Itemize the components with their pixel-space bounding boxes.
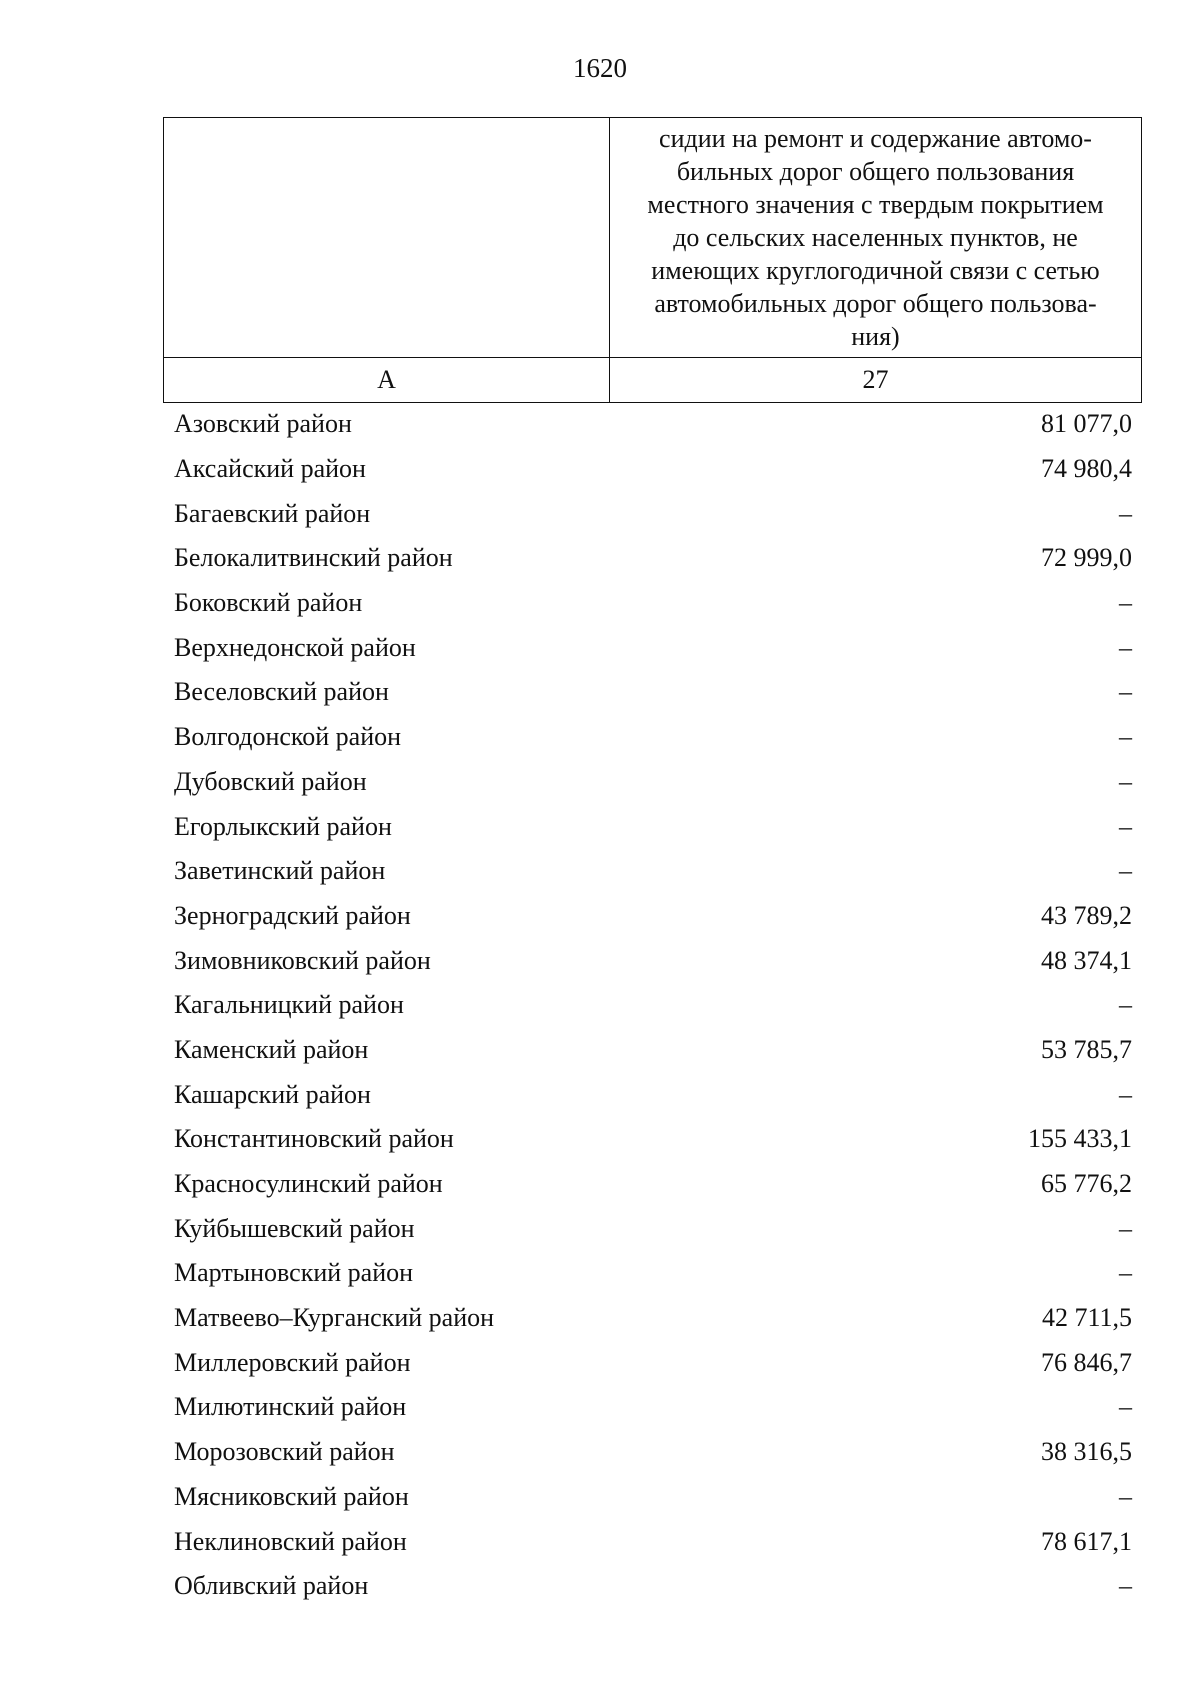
district-name: Милютинский район — [174, 1392, 407, 1422]
district-name: Матвеево–Курганский район — [174, 1303, 495, 1333]
district-name: Куйбышевский район — [174, 1213, 415, 1243]
district-value: – — [1119, 1392, 1132, 1422]
district-value: – — [1119, 1571, 1132, 1601]
district-value: – — [1119, 632, 1132, 662]
page-number: 1620 — [573, 53, 627, 83]
district-name: Заветинский район — [174, 856, 386, 886]
district-value: – — [1119, 811, 1132, 841]
table-row — [174, 1072, 1132, 1117]
district-value: 43 789,2 — [1041, 900, 1132, 930]
column-index-row — [164, 358, 1142, 403]
district-name: Константиновский район — [174, 1124, 454, 1154]
district-name: Каменский район — [174, 1034, 369, 1064]
table-row — [174, 447, 1132, 492]
header-value-text: сидии на ремонт и содержание автомо- бильных дорог общего пользования местного значения с твердым покрытием до сельских населенных пунктов, не имеющих круглогодичной связи с сетью автомобильных дорог общего пользова- ния) — [647, 124, 1104, 351]
district-value: – — [1119, 677, 1132, 707]
table-row — [174, 1206, 1132, 1251]
header-name-text — [164, 234, 609, 242]
table-row — [174, 670, 1132, 715]
table-row — [174, 1385, 1132, 1430]
district-value: – — [1119, 1079, 1132, 1109]
table-row — [174, 983, 1132, 1028]
table-row — [174, 1117, 1132, 1162]
district-value: 74 980,4 — [1041, 454, 1132, 484]
district-value: 65 776,2 — [1041, 1169, 1132, 1199]
district-name: Зимовниковский район — [174, 945, 431, 975]
table-row — [174, 849, 1132, 894]
district-name: Неклиновский район — [174, 1526, 407, 1556]
district-value: 53 785,7 — [1041, 1034, 1132, 1064]
table-row — [174, 625, 1132, 670]
district-value: 38 316,5 — [1041, 1437, 1132, 1467]
district-name: Багаевский район — [174, 498, 371, 528]
district-value: – — [1119, 1213, 1132, 1243]
district-name: Красносулинский район — [174, 1169, 443, 1199]
district-name: Азовский район — [174, 409, 352, 439]
header-row — [164, 118, 1142, 358]
column-index-a: А — [164, 358, 610, 403]
district-value: – — [1119, 766, 1132, 796]
header-cell-value — [610, 118, 1142, 358]
table-row — [174, 894, 1132, 939]
table-row — [174, 1564, 1132, 1609]
table-row — [174, 1519, 1132, 1564]
district-list — [174, 402, 1132, 1609]
column-index-27: 27 — [610, 358, 1142, 403]
district-name: Мясниковский район — [174, 1481, 409, 1511]
district-value: – — [1119, 722, 1132, 752]
district-value: – — [1119, 990, 1132, 1020]
table-row — [174, 1028, 1132, 1073]
table-row — [174, 938, 1132, 983]
table-row — [174, 1475, 1132, 1520]
table-header — [163, 117, 1142, 403]
district-name: Верхнедонской район — [174, 632, 416, 662]
table-row — [174, 1340, 1132, 1385]
district-name: Веселовский район — [174, 677, 389, 707]
district-value: 42 711,5 — [1041, 1303, 1132, 1333]
table-row — [174, 1296, 1132, 1341]
header-cell-name — [164, 118, 610, 358]
district-value: 72 999,0 — [1041, 543, 1132, 573]
district-name: Миллеровский район — [174, 1347, 411, 1377]
district-value: 81 077,0 — [1041, 409, 1132, 439]
district-value: 76 846,7 — [1041, 1347, 1132, 1377]
district-value: – — [1119, 1258, 1132, 1288]
district-value: 78 617,1 — [1041, 1526, 1132, 1556]
table-row — [174, 536, 1132, 581]
table-row — [174, 581, 1132, 626]
district-name: Аксайский район — [174, 454, 366, 484]
district-value: 155 433,1 — [1028, 1124, 1132, 1154]
district-name: Кашарский район — [174, 1079, 371, 1109]
district-name: Кагальницкий район — [174, 990, 404, 1020]
district-name: Белокалитвинский район — [174, 543, 453, 573]
table-row — [174, 804, 1132, 849]
table-row — [174, 402, 1132, 447]
district-name: Волгодонской район — [174, 722, 402, 752]
table-row — [174, 760, 1132, 805]
district-name: Егорлыкский район — [174, 811, 392, 841]
district-name: Морозовский район — [174, 1437, 395, 1467]
table-row — [174, 715, 1132, 760]
table-row — [174, 1162, 1132, 1207]
district-value: – — [1119, 498, 1132, 528]
district-name: Обливский район — [174, 1571, 369, 1601]
district-name: Мартыновский район — [174, 1258, 414, 1288]
district-name: Дубовский район — [174, 766, 367, 796]
district-value: – — [1119, 1481, 1132, 1511]
table-row — [174, 1430, 1132, 1475]
district-name: Боковский район — [174, 588, 363, 618]
district-name: Зерноградский район — [174, 900, 411, 930]
table-row — [174, 1251, 1132, 1296]
district-value: 48 374,1 — [1041, 945, 1132, 975]
table-row — [174, 491, 1132, 536]
district-value: – — [1119, 856, 1132, 886]
district-value: – — [1119, 588, 1132, 618]
